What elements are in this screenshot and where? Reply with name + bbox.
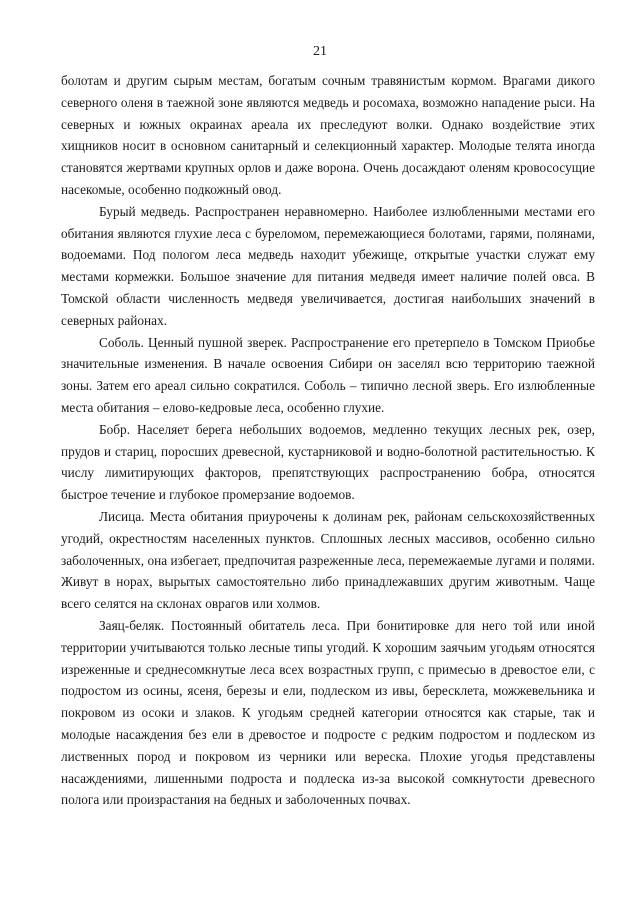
- paragraph-brown-bear: Бурый медведь. Распространен неравномерно. Наиболее излюбленными местами его обитания являются глухие леса с буреломом, перемежающиеся болотами, гарями, полянами, водоемами. Под пологом леса медведь находит убежище, открытые участки служат ему местами кормежки. Большое значение для питания медведя имеет наличие полей овса. В Томской области численность медведя увеличивается, достигая наибольших значений в северных районах.: [61, 203, 595, 328]
- paragraph-reindeer-continued: болотам и другим сырым местам, богатым сочным травянистым кормом. Врагами дикого северного оленя в таежной зоне являются медведь и росомаха, возможно нападение рыси. На северных и южных окраинах ареала их преследуют волки. Однако воздействие этих хищников носит в основном санитарный и селекционный характер. Молодые телята иногда становятся жертвами крупных орлов и даже ворона. Очень досаждают оленям кровососущие насекомые, особенно подкожный овод.: [61, 73, 595, 197]
- paragraph-hare: Заяц-беляк. Постоянный обитатель леса. При бонитировке для него той или иной территории учитываются только лесные типы угодий. К хорошим заячьим угодьям относятся изреженные и среднесомкнутые леса всех возрастных групп, с примесью в древостое ели, с подростом из осины, ясеня, березы и ели, подлеском из ивы, бересклета, можжевельника и покровом из осоки и злаков. К угодьям средней категории относятся как старые, так и молодые насаждения без ели в древостое и подросте с редким подростом и подлеском из лиственных пород и покровом из черники или вереска. Плохие угодья представлены насаждениями, лишенными подроста и подлеска из-за высокой сомкнутости древесного полога или произрастания на бедных и заболоченных почвах.: [61, 617, 595, 808]
- paragraph-beaver: Бобр. Населяет берега небольших водоемов, медленно текущих лесных рек, озер, прудов и стариц, поросших древесной, кустарниковой и водно-болотной растительностью. К числу лимитирующих факторов, препятствующих распространению бобра, относятся быстрое течение и глубокое промерзание водоемов.: [61, 421, 595, 503]
- paragraph-fox: Лисица. Места обитания приурочены к долинам рек, районам сельскохозяйственных угодий, окрестностям населенных пунктов. Сплошных лесных массивов, особенно сильно заболоченных, она избегает, предпочитая разреженные леса, перемежаемые лугами и полями. Живут в норах, вырытых самостоятельно либо принадлежавших другим животным. Чаще всего селятся на склонах оврагов или холмов.: [61, 508, 595, 612]
- paragraph-sable: Соболь. Ценный пушной зверек. Распространение его претерпело в Томском Приобье значительные изменения. В начале освоения Сибири он заселял всю территорию таежной зоны. Затем его ареал сильно сократился. Соболь – типично лесной зверь. Его излюбленные места обитания – елово-кедровые леса, особенно глухие.: [61, 334, 595, 415]
- body-text: [61, 70, 595, 811]
- page-number: 21: [313, 44, 327, 59]
